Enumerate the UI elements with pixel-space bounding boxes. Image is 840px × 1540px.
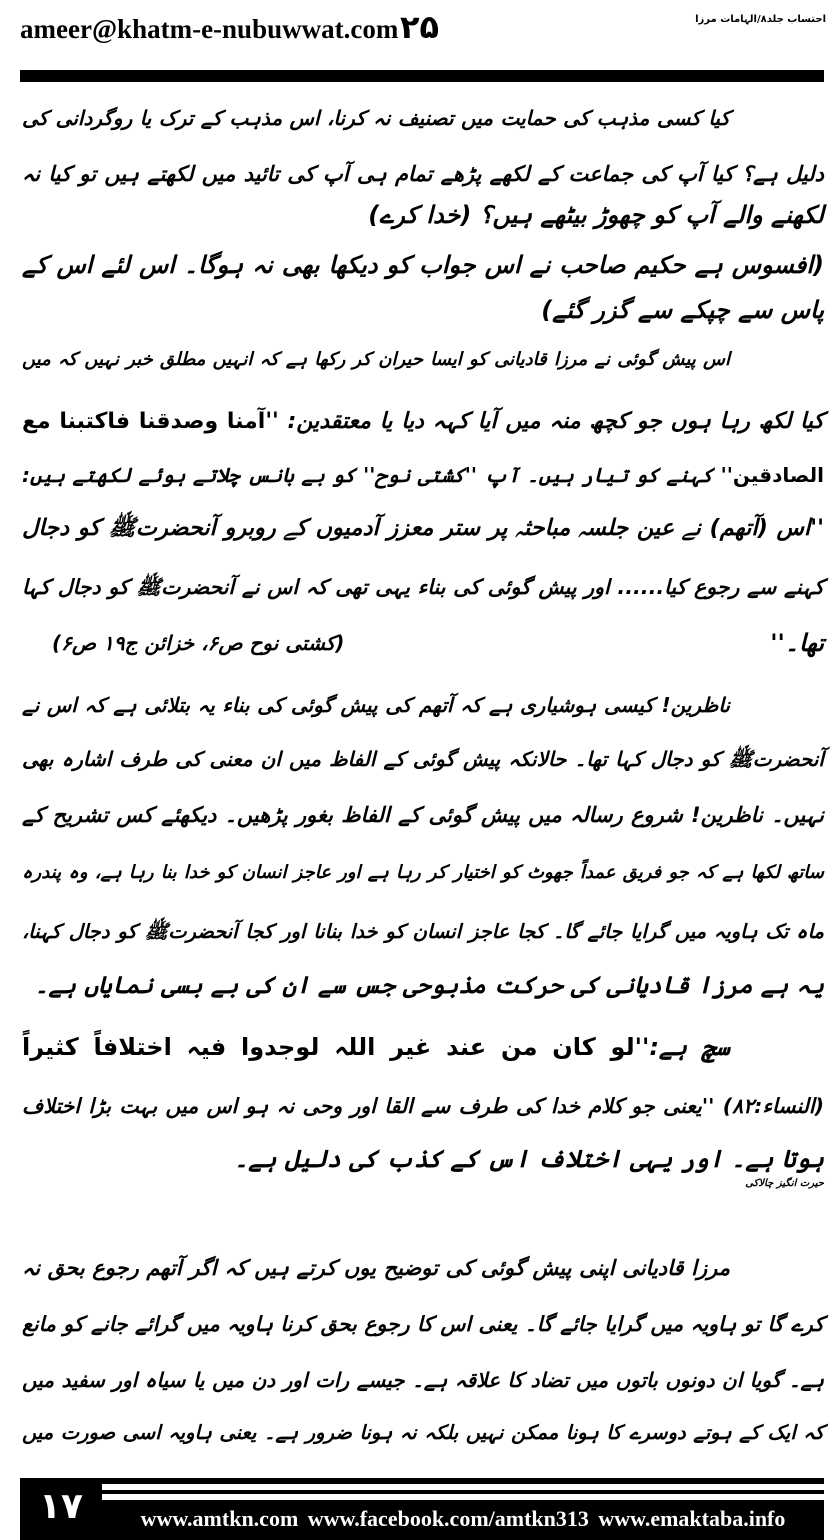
text-line: کرے گا تو ہاویہ میں گرایا جائے گا۔ یعنی اس کا رجوع بحق کرنا ہاویہ میں گرائے جانے کو مانع bbox=[22, 1312, 824, 1336]
text-line: ہے۔ گویا ان دونوں باتوں میں تضاد کا علاقہ ہے۔ جیسے رات اور دن میں یا سیاہ اور سفید میں bbox=[22, 1368, 824, 1392]
footer-page-number: ۱۷ bbox=[20, 1478, 102, 1540]
text-line: کہنے سے رجوع کیا...... اور پیش گوئی کی بناء یہی تھی کہ اس نے آنحضرتﷺ کو دجال کہا bbox=[22, 575, 824, 599]
header-email: ameer@khatm-e-nubuwwat.com bbox=[20, 14, 399, 44]
arabic-quote: الصادقین bbox=[732, 463, 824, 487]
text-line: ہوتا ہے۔ اور یہی اختلاف اس کے کذب کی دلیل ہے۔ bbox=[234, 1145, 824, 1173]
text-line: ماہ تک ہاویہ میں گرایا جائے گا۔ کجا عاجز انسان کو خدا بنانا اور کجا آنحضرتﷺ کو دجال کہنا، bbox=[22, 920, 824, 943]
text-line: ساتھ لکھا ہے کہ جو فریق عمداً جھوٹ کو اختیار کر رہا ہے اور عاجز انسان کو خدا بنا رہا ہے، وہ پندرہ bbox=[22, 862, 824, 883]
text-segment: تھا۔'' bbox=[770, 629, 824, 657]
text-line: مرزا قادیانی اپنی پیش گوئی کی توضیح یوں کرتے ہیں کہ اگر آتھم رجوع بحق نہ bbox=[22, 1256, 730, 1280]
section-heading: حیرت انگیز چالاکی bbox=[745, 1178, 824, 1189]
text-line bbox=[22, 616, 824, 670]
text-line: ناظرین! کیسی ہوشیاری ہے کہ آتھم کی پیش گوئی کی بناء یہ بتلائی ہے کہ اس نے bbox=[22, 693, 730, 717]
header-divider bbox=[20, 70, 824, 82]
header-page-number: ۲۵ bbox=[400, 8, 440, 46]
header-book-title: احتساب جلد۸/الہامات مرزا bbox=[695, 14, 826, 25]
text-line: دلیل ہے؟ کیا آپ کی جماعت کے لکھے پڑھے تمام ہی آپ کی تائید میں لکھتے ہیں تو کیا نہ bbox=[22, 162, 824, 186]
text-line: کیا کسی مذہب کی حمایت میں تصنیف نہ کرنا، اس مذہب کے ترک یا روگردانی کی bbox=[22, 106, 730, 130]
text-segment: کیا لکھ رہا ہوں جو کچھ منہ میں آیا کہہ دیا یا معتقدین: '' bbox=[265, 409, 824, 434]
text-line: ''اس (آتھم) نے عین جلسہ مباحثہ پر ستر معزز آدمیوں کے روبرو آنحضرتﷺ کو دجال bbox=[22, 515, 824, 541]
text-line bbox=[22, 1020, 730, 1074]
quran-quote: لو کان من عند غیر اللہ لوجدوا فیہ اختلافاً کثیراً bbox=[22, 1033, 635, 1061]
text-line: یہ ہے مرزا قادیانی کی حرکت مذبوحی جس سے ان کی بے بسی نمایاں ہے۔ bbox=[34, 971, 824, 999]
text-line: پاس سے چپکے سے گزر گئے) bbox=[541, 296, 824, 324]
arabic-quote: آمنا وصدقنا فاکتبنا مع bbox=[22, 409, 266, 434]
footer-links: www.amtkn.com www.facebook.com/amtkn313 www.emaktaba.info bbox=[102, 1500, 824, 1540]
footer-divider bbox=[102, 1490, 824, 1494]
text-line: نہیں۔ ناظرین! شروع رسالہ میں پیش گوئی کے الفاظ بغور پڑھیں۔ دیکھئے کس تشریح کے bbox=[22, 803, 824, 827]
text-line: اس پیش گوئی نے مرزا قادیانی کو ایسا حیران کر رکھا ہے کہ انہیں مطلق خبر نہیں کہ میں bbox=[22, 349, 730, 370]
text-line: کہ ایک کے ہوتے دوسرے کا ہونا ممکن نہیں بلکہ نہ ہونا ضرور ہے۔ یعنی ہاویہ اسی صورت میں bbox=[22, 1421, 824, 1444]
text-line bbox=[22, 395, 824, 449]
text-segment: '' کہنے کو تیار ہیں۔ آپ ''کشتی نوح'' کو بے بانس چلاتے ہوئے لکھتے ہیں: bbox=[22, 463, 733, 487]
text-line bbox=[22, 448, 824, 502]
text-line: لکھنے والے آپ کو چھوڑ بیٹھے ہیں؟ (خدا کرے) bbox=[368, 201, 824, 229]
text-line: آنحضرتﷺ کو دجال کہا تھا۔ حالانکہ پیش گوئی کے الفاظ میں ان معنی کی طرف اشارہ بھی bbox=[22, 747, 824, 771]
text-segment: سچ ہے:'' bbox=[634, 1033, 730, 1061]
citation: (کشتی نوح ص۶، خزائن ج۱۹ ص۶) bbox=[52, 631, 345, 655]
text-line: (النساء:۸۲) ''یعنی جو کلام خدا کی طرف سے القا اور وحی نہ ہو اس میں بہت بڑا اختلاف bbox=[22, 1094, 824, 1118]
text-line: (افسوس ہے حکیم صاحب نے اس جواب کو دیکھا بھی نہ ہوگا۔ اس لئے اس کے bbox=[22, 251, 824, 279]
footer-divider bbox=[102, 1478, 824, 1484]
